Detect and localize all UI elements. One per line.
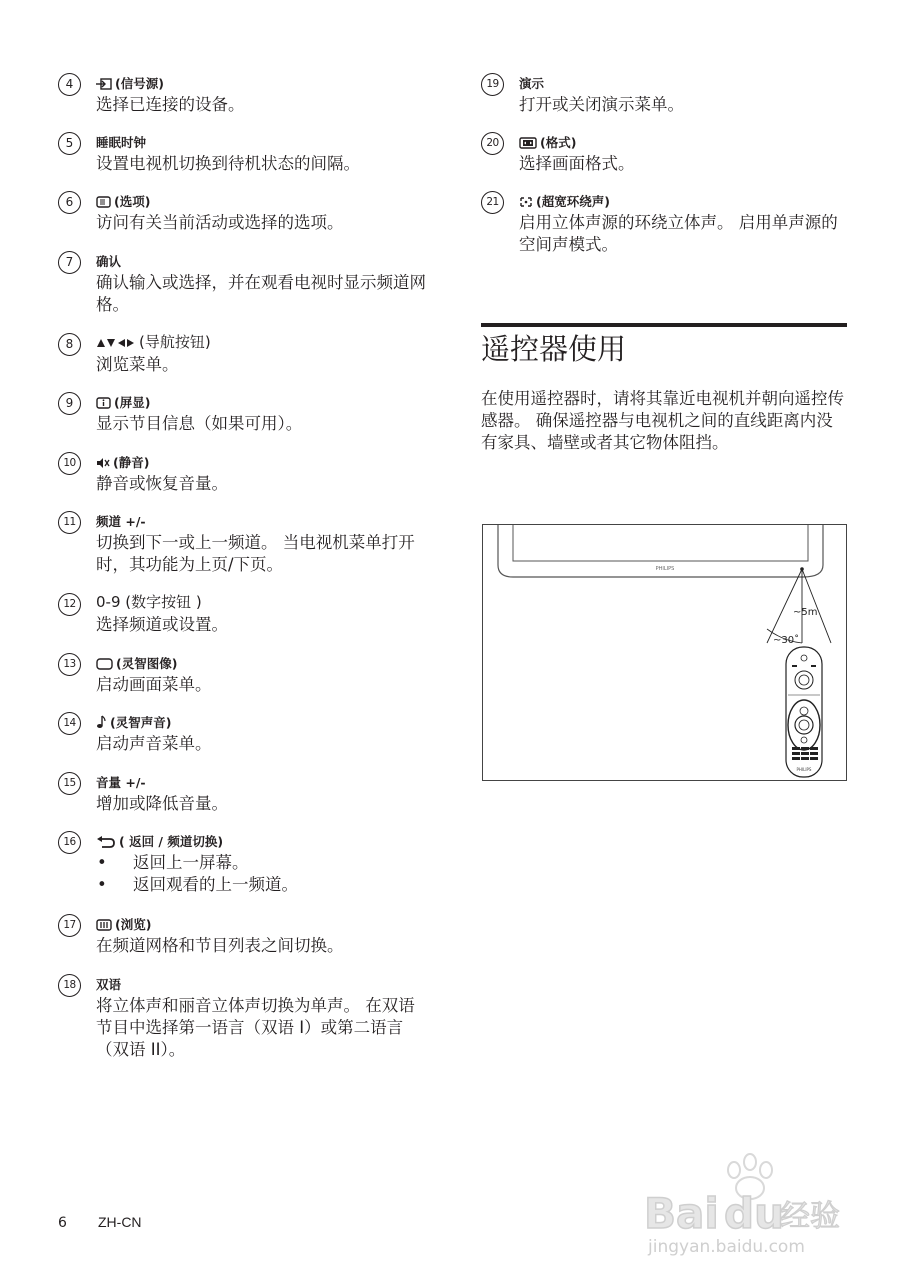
- list-item: [481, 70, 889, 116]
- item-heading: [96, 508, 476, 532]
- list-item: [481, 129, 889, 175]
- angle-label: ~30˚: [773, 635, 800, 646]
- list-item: [58, 188, 476, 234]
- item-heading-text: 睡眠时钟: [96, 135, 147, 150]
- item-heading: [96, 248, 476, 272]
- back-icon: [96, 835, 116, 853]
- list-item: [58, 971, 476, 1061]
- item-description: 启用立体声源的环绕立体声。 启用单声源的空间声模式。: [519, 213, 838, 254]
- tv-brand-label: PHILIPS: [655, 566, 675, 572]
- list-item: [58, 709, 476, 755]
- item-heading-text: (导航按钮): [139, 333, 211, 351]
- list-item: [58, 508, 476, 576]
- item-heading: [96, 389, 476, 413]
- surround-icon: [519, 195, 533, 213]
- item-heading-text: 音量 +/-: [96, 775, 146, 790]
- list-item: [58, 129, 476, 175]
- item-heading-text: 确认: [96, 254, 122, 269]
- item-number-badge: 14: [58, 712, 81, 735]
- item-heading: [96, 828, 476, 852]
- item-heading-text: (灵智图像): [116, 656, 178, 671]
- item-description: 设置电视机切换到待机状态的间隔。: [96, 154, 360, 173]
- item-heading: [519, 70, 889, 94]
- baidu-jingyan-watermark: [640, 1150, 860, 1260]
- bullet-list: [96, 852, 476, 896]
- item-number-badge: 8: [58, 333, 81, 356]
- item-description: 访问有关当前活动或选择的选项。: [96, 213, 344, 232]
- item-number-badge: 18: [58, 974, 81, 997]
- smart-picture-icon: [96, 657, 113, 675]
- list-item: [58, 590, 476, 636]
- remote-brand-label: PHILIPS: [796, 767, 812, 772]
- remote-usage-illustration: [482, 524, 847, 781]
- item-number-badge: 11: [58, 511, 81, 534]
- item-heading-text: (灵智声音): [110, 715, 172, 730]
- item-number-badge: 20: [481, 132, 504, 155]
- svg-text:du: du: [724, 1189, 784, 1238]
- info-icon: [96, 396, 111, 414]
- item-heading-text: (格式): [540, 135, 577, 150]
- list-item: [58, 650, 476, 696]
- browse-icon: [96, 918, 112, 936]
- list-item: [481, 188, 889, 256]
- item-number-badge: 9: [58, 392, 81, 415]
- section-paragraph: 在使用遥控器时，请将其靠近电视机并朝向遥控传感器。 确保遥控器与电视机之间的直线距离内没有家具、墙壁或者其它物体阻挡。: [481, 389, 844, 452]
- item-heading-text: 频道 +/-: [96, 514, 146, 529]
- item-heading-text: 演示: [519, 76, 545, 91]
- item-heading-text: (信号源): [115, 76, 164, 91]
- item-heading: [96, 911, 476, 935]
- svg-text:经验: 经验: [780, 1199, 840, 1234]
- item-description: 显示节目信息（如果可用）。: [96, 414, 303, 433]
- item-description: 选择画面格式。: [519, 154, 635, 173]
- list-item: [58, 769, 476, 815]
- section-divider: [481, 323, 847, 327]
- item-description: 选择已连接的设备。: [96, 95, 245, 114]
- page-number: 6: [58, 1215, 67, 1231]
- item-heading: [96, 70, 476, 94]
- item-heading-text: ( 返回 / 频道切换): [119, 834, 224, 849]
- item-heading: [96, 330, 476, 354]
- item-heading: [96, 129, 476, 153]
- item-heading: [519, 188, 889, 212]
- item-heading-text: (静音): [113, 455, 150, 470]
- options-icon: [96, 195, 111, 213]
- item-description: 切换到下一或上一频道。 当电视机菜单打开时，其功能为上页/下页。: [96, 533, 415, 574]
- item-number-badge: 21: [481, 191, 504, 214]
- navigation-arrows-icon: [96, 335, 136, 353]
- item-heading-text: (浏览): [115, 917, 152, 932]
- bullet-item: • 返回观看的上一频道。: [96, 874, 476, 896]
- item-heading: [96, 650, 476, 674]
- item-heading: [96, 971, 476, 995]
- item-description: 确认输入或选择，并在观看电视时显示频道网格。: [96, 273, 426, 314]
- item-description: 选择频道或设置。: [96, 615, 228, 634]
- item-heading: [96, 769, 476, 793]
- item-number-badge: 13: [58, 653, 81, 676]
- item-description: 启动画面菜单。: [96, 675, 212, 694]
- item-heading-text: 双语: [96, 977, 122, 992]
- svg-text:Bai: Bai: [644, 1189, 719, 1238]
- section-title: 遥控器使用: [481, 332, 627, 366]
- item-heading-text: (超宽环绕声): [536, 194, 610, 209]
- item-description: 打开或关闭演示菜单。: [519, 95, 684, 114]
- language-code: ZH-CN: [98, 1214, 142, 1230]
- item-heading-text: (选项): [114, 194, 151, 209]
- item-number-badge: 15: [58, 772, 81, 795]
- input-source-icon: [96, 77, 112, 95]
- item-number-badge: 17: [58, 914, 81, 937]
- list-item: [58, 248, 476, 316]
- item-heading: [96, 709, 476, 733]
- item-description: 增加或降低音量。: [96, 794, 228, 813]
- mute-icon: [96, 456, 110, 474]
- item-number-badge: 7: [58, 251, 81, 274]
- item-number-badge: 5: [58, 132, 81, 155]
- item-heading-text: (屏显): [114, 395, 151, 410]
- item-number-badge: 12: [58, 593, 81, 616]
- remote-control-drawing: [786, 647, 822, 777]
- item-heading: [96, 449, 476, 473]
- item-heading: [519, 129, 889, 153]
- item-description: 在频道网格和节目列表之间切换。: [96, 936, 344, 955]
- item-heading-text: 0-9 (数字按钮 ): [96, 593, 202, 611]
- bullet-item: • 返回上一屏幕。: [96, 852, 476, 874]
- item-description: 静音或恢复音量。: [96, 474, 228, 493]
- list-item: [58, 828, 476, 896]
- svg-text:jingyan.baidu.com: jingyan.baidu.com: [648, 1237, 805, 1257]
- item-number-badge: 4: [58, 73, 81, 96]
- item-heading: [96, 590, 476, 614]
- distance-label: ~5m: [793, 607, 818, 618]
- item-heading: [96, 188, 476, 212]
- list-item: [58, 330, 476, 376]
- format-icon: [519, 136, 537, 154]
- list-item: [58, 911, 476, 957]
- item-description: 将立体声和丽音立体声切换为单声。 在双语节目中选择第一语言（双语 I）或第二语言（双语 II）。: [96, 996, 415, 1059]
- list-item: [58, 70, 476, 116]
- item-number-badge: 19: [481, 73, 504, 96]
- list-item: [58, 449, 476, 495]
- list-item: [58, 389, 476, 435]
- item-number-badge: 16: [58, 831, 81, 854]
- tv-remote-diagram: [483, 525, 846, 780]
- item-description: 启动声音菜单。: [96, 734, 212, 753]
- smart-sound-icon: [96, 715, 107, 734]
- item-description: 浏览菜单。: [96, 355, 179, 374]
- item-number-badge: 6: [58, 191, 81, 214]
- item-number-badge: 10: [58, 452, 81, 475]
